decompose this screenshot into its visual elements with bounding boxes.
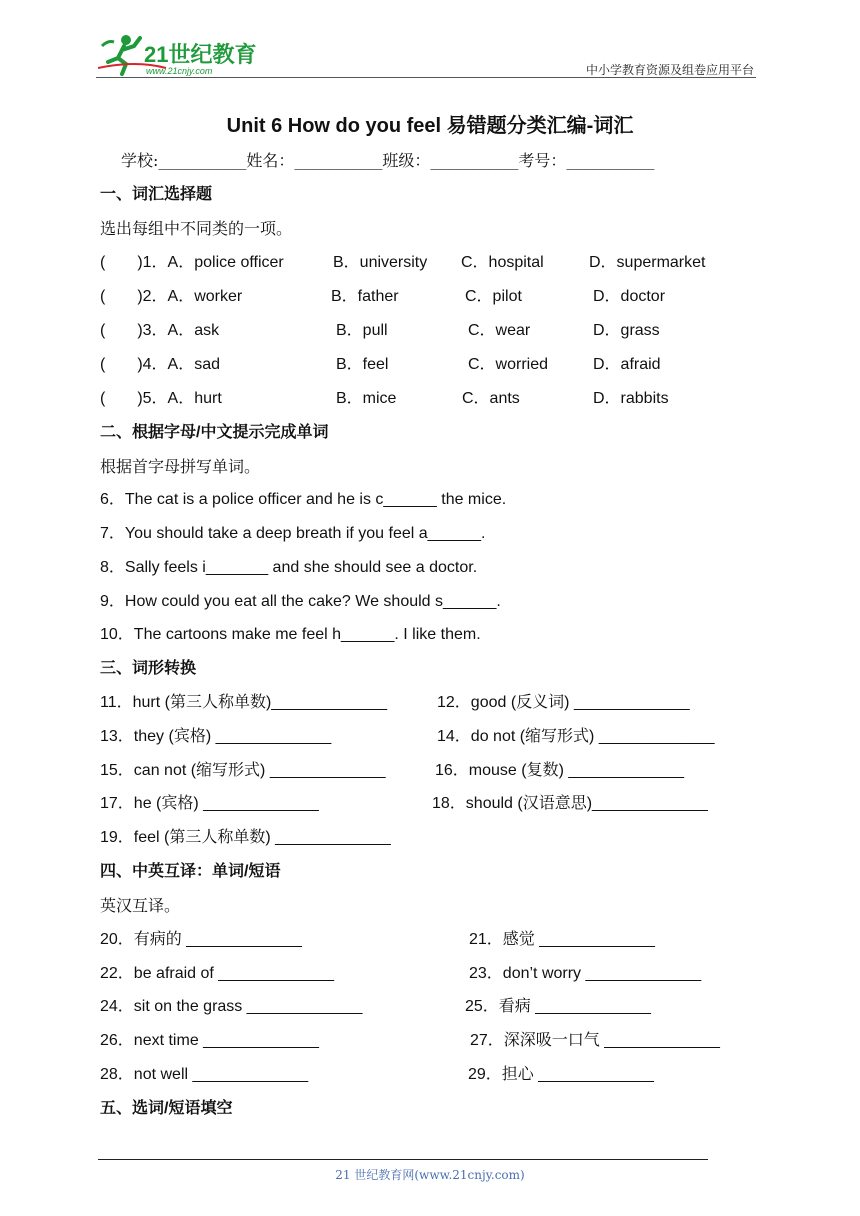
mc-option-d: D．grass xyxy=(593,322,660,339)
runner-logo-icon xyxy=(96,32,266,78)
mc-question: ( )1．A．police officer xyxy=(100,254,284,271)
mc-option-b: B．mice xyxy=(336,390,397,407)
footer-divider xyxy=(98,1159,708,1160)
translation-question: 22．be afraid of _____________ xyxy=(100,965,334,982)
site-logo xyxy=(96,32,266,78)
footer-text: 21 世纪教育网(www.21cnjy.com) xyxy=(335,1168,525,1182)
translation-question: 27．深深吸一口气 _____________ xyxy=(470,1032,720,1049)
translation-question: 29．担心 _____________ xyxy=(468,1066,654,1083)
translation-question: 23．don’t worry _____________ xyxy=(469,965,702,982)
word-form-question: 16．mouse (复数) _____________ xyxy=(435,762,685,779)
mc-option-d: D．afraid xyxy=(593,356,661,373)
spelling-question: 6．The cat is a police officer and he is c______ the mice. xyxy=(100,491,507,508)
mc-option-b: B．feel xyxy=(336,356,389,373)
word-form-question: 13．they (宾格) _____________ xyxy=(100,728,332,745)
mc-option-c: C．ants xyxy=(462,390,520,407)
spelling-question: 8．Sally feels i_______ and she should see a doctor. xyxy=(100,559,478,576)
mc-option-d: D．doctor xyxy=(593,288,666,305)
translation-question: 24．sit on the grass _____________ xyxy=(100,998,363,1015)
section-heading-3: 三、词形转换 xyxy=(100,660,197,677)
mc-option-c: C．hospital xyxy=(461,254,544,271)
word-form-question: 12．good (反义词) _____________ xyxy=(437,694,690,711)
mc-option-b: B．pull xyxy=(336,322,388,339)
header-divider xyxy=(96,77,756,78)
word-form-question: 19．feel (第三人称单数) _____________ xyxy=(100,829,391,846)
section-instruction-1: 选出每组中不同类的一项。 xyxy=(100,219,293,238)
mc-question: ( )3．A．ask xyxy=(100,322,220,339)
mc-question: ( )4．A．sad xyxy=(100,356,221,373)
word-form-question: 11．hurt (第三人称单数)_____________ xyxy=(100,694,387,711)
mc-question: ( )2．A．worker xyxy=(100,288,243,305)
word-form-question: 15．can not (缩写形式) _____________ xyxy=(100,762,386,779)
word-form-question: 14．do not (缩写形式) _____________ xyxy=(437,728,715,745)
translation-question: 25．看病 _____________ xyxy=(465,998,651,1015)
mc-question: ( )5．A．hurt xyxy=(100,390,222,407)
header-platform-text: 中小学教育资源及组卷应用平台 xyxy=(585,63,754,77)
translation-question: 26．next time _____________ xyxy=(100,1032,319,1049)
page-title: Unit 6 How do you feel 易错题分类汇编-词汇 xyxy=(226,115,634,137)
logo-url: www.21cnjy.com xyxy=(146,66,213,76)
section-heading-5: 五、选词/短语填空 xyxy=(100,1100,233,1117)
translation-question: 20．有病的 _____________ xyxy=(100,931,302,948)
section-instruction-4: 英汉互译。 xyxy=(100,896,181,915)
translation-question: 21．感觉 _____________ xyxy=(469,931,655,948)
mc-option-d: D．supermarket xyxy=(589,254,706,271)
section-instruction-2: 根据首字母拼写单词。 xyxy=(100,457,261,476)
spelling-question: 10．The cartoons make me feel h______. I like them. xyxy=(100,626,481,643)
translation-question: 28．not well _____________ xyxy=(100,1066,309,1083)
word-form-question: 18．should (汉语意思)_____________ xyxy=(432,795,708,812)
section-heading-4: 四、中英互译：单词/短语 xyxy=(100,863,281,880)
spelling-question: 7．You should take a deep breath if you feel a______. xyxy=(100,525,486,542)
section-heading-2: 二、根据字母/中文提示完成单词 xyxy=(100,424,329,441)
mc-option-c: C．worried xyxy=(468,356,549,373)
spelling-question: 9．How could you eat all the cake? We should s______. xyxy=(100,593,501,610)
section-heading-1: 一、词汇选择题 xyxy=(100,186,213,203)
logo-text: 21世纪教育 xyxy=(144,42,257,67)
mc-option-b: B．university xyxy=(333,254,428,271)
word-form-question: 17．he (宾格) _____________ xyxy=(100,795,319,812)
mc-option-b: B．father xyxy=(331,288,399,305)
mc-option-d: D．rabbits xyxy=(593,390,669,407)
student-info-line: 学校:___________姓名：___________班级：___________考号：___________ xyxy=(121,151,655,170)
mc-option-c: C．wear xyxy=(468,322,531,339)
mc-option-c: C．pilot xyxy=(465,288,522,305)
